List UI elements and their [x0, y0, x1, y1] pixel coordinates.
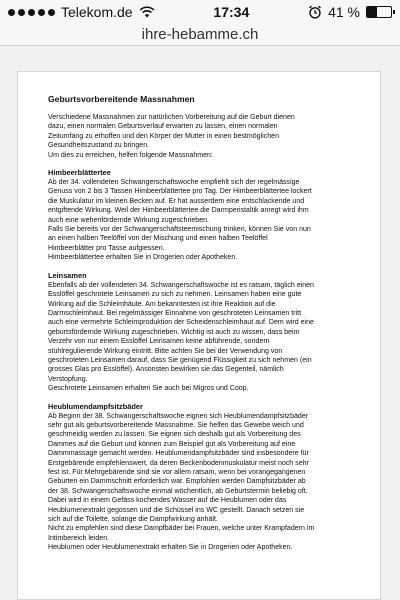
text-line: geburtsfördernde Wirkung zugeschrieben. Wichtig ist auch zu wissen, dass beim — [48, 328, 300, 336]
section-paragraph — [48, 281, 366, 394]
text-line: sich auf die Toilette, solange die Dampfwirkung anhält. — [48, 516, 218, 524]
text-line: Geburten ein Dammschnitt erforderlich war. Empfohlen werden Dampfsitzbäder ab — [48, 478, 306, 486]
text-line: Dammes auf die Geburt und können zum Beispiel gut als Vorbereitung auf eine — [48, 440, 296, 448]
text-line: entgiftende Wirkung. Weil der Himbeerblättertee die Darmperistaltik anregt wird ihm — [48, 207, 309, 215]
text-line: Geschrotete Leinsamen erhalten Sie auch bei Migros und Coop. — [48, 385, 249, 393]
alarm-clock-icon — [308, 5, 322, 19]
text-line: Heublumen oder Heublumenextrakt erhalten Sie in Drogerien oder Apotheken. — [48, 544, 293, 552]
battery-icon — [366, 6, 392, 18]
text-line: an einen halben Teelöffel von der Mischung und einen halben Teelöffel — [48, 235, 268, 243]
text-line: auch eine vermehrte Schleimproduktion der Scheidenschleimhaut auf. Dem wird eine — [48, 319, 314, 327]
text-line: Verzehr von nur einem Esslöffel Leinsamen keine abführende, sondern — [48, 338, 270, 346]
carrier-name: Telekom.de — [61, 4, 133, 20]
document-section — [48, 402, 366, 553]
document-section — [48, 271, 366, 394]
text-line: fest ist. Für Mehrgebärende sind sie vor allem ratsam, wenn bei vorangegangenen — [48, 469, 306, 476]
signal-dot — [18, 9, 25, 16]
text-line: Genuss von 2 bis 3 Tassen Himbeerblättertee pro Tag. Der Himbeerblättertee lockert — [48, 188, 312, 196]
text-line: Ab Beginn der 38. Schwangerschaftswoche eignen sich Heublumendampfsitzbäder — [48, 412, 309, 420]
text-line: dazu, einen normalen Geburtsverlauf erwarten zu lassen, einen normalen — [48, 123, 278, 131]
text-line: Falls Sie bereits vor der Schwangerschaftsteemischung trinken, können Sie von nun — [48, 226, 311, 234]
signal-dot — [48, 9, 55, 16]
text-line: Heublumenextrakt gegossen und die Schüssel ins WC gestellt. Danach setzen sie — [48, 506, 305, 514]
section-heading: Heublumendampfsitzbäder — [48, 401, 143, 411]
signal-strength-icon — [8, 9, 55, 16]
section-paragraph — [48, 412, 366, 553]
section-heading: Himbeerblättertee — [48, 168, 111, 178]
status-bar — [0, 0, 400, 24]
text-line: Dabei wird in einem Gefäss kochendes Wasser auf die Heublumen oder das — [48, 497, 287, 505]
text-line: Himbeerblättertee erhalten Sie in Drogerien oder Apotheken. — [48, 254, 238, 262]
wifi-icon — [139, 6, 155, 18]
text-line: Dammmassage gemacht werden. Heublumendampfsitzbäder sind insbesondere für — [48, 450, 309, 458]
text-line: Nicht zu empfehlen sind diese Dampfbäder bei Frauen, welche unter Krampfadern im — [48, 525, 315, 533]
document-sections — [48, 168, 366, 553]
text-line: sehr gut als geburtsvorbereitende Massnahme. Sie helfen das Gewebe weich und — [48, 421, 304, 429]
text-line: stuhlregulierende Wirkung eintritt. Bitte achten Sie bei der Verwendung von — [48, 347, 283, 355]
document-section — [48, 168, 366, 263]
battery-percent: 41 % — [328, 4, 360, 20]
text-line: der 38. Schwangerschaftswoche einmal wöchentlich, ab Geburtstermin beliebig oft. — [48, 487, 308, 495]
intro-paragraph — [48, 113, 366, 160]
text-line: Erstgebärende empfehlenswert, da deren Beckenbodenmuskulatur meist noch sehr — [48, 459, 309, 467]
text-line: Wirkung auf die Schleimhäute. Am bekanntesten ist ihre Reaktion auf die — [48, 300, 276, 308]
status-right — [308, 4, 392, 20]
text-line: Zeitumfang zu erhoffen und den Körper der Mutter in einen bestmöglichen — [48, 132, 279, 140]
battery-fill — [367, 7, 377, 17]
clock-time: 17:34 — [213, 4, 250, 20]
text-line: Ebenfalls ab der vollendeten 34. Schwangerschaftswoche ist es ratsam, täglich einen — [48, 281, 314, 289]
text-line: Verschiedene Massnahmen zur natürlichen Vorbereitung auf die Geburt dienen — [48, 114, 295, 121]
document-page — [17, 71, 381, 600]
text-line: Intimbereich leiden. — [48, 534, 110, 542]
address-bar[interactable] — [0, 24, 400, 46]
text-line: geschmeidig werden zu lassen. Sie eignen sich deshalb gut als Vorbereitung des — [48, 431, 301, 439]
text-line: Himbeerblätter pro Tasse aufgiessen. — [48, 244, 165, 252]
document-title: Geburtsvorbereitende Massnahmen — [48, 94, 195, 104]
text-line: die Muskulatur im kleinen Becken auf. Er hat ausserdem eine entschlackende und — [48, 197, 305, 205]
text-line: Gesundheitszustand zu bringen. — [48, 142, 150, 150]
web-page[interactable] — [0, 46, 400, 600]
text-line: Verstopfung. — [48, 375, 88, 383]
text-line: Esslöffel geschrotete Leinsamen zu sich zu nehmen. Leinsamen haben eine gute — [48, 291, 302, 299]
signal-dot — [38, 9, 45, 16]
text-line: auch eine wehenfördernde Wirkung zugeschrieben. — [48, 216, 210, 224]
text-line: geschroteten Leinsamen darauf, dass Sie genügend Flüssigkeit zu sich nehmen (ein — [48, 356, 312, 364]
text-line: Ab der 34. vollendeten Schwangerschaftswoche empfiehlt sich der regelmässige — [48, 179, 300, 187]
signal-dot — [28, 9, 35, 16]
text-line: Darmschleimhaut. Bei regelmässiger Einnahme von geschroteten Leinsamen tritt — [48, 309, 302, 317]
section-heading: Leinsamen — [48, 270, 87, 280]
status-left — [8, 4, 155, 20]
section-paragraph — [48, 178, 366, 263]
text-line: Um dies zu erreichen, helfen folgende Massnahmen: — [48, 151, 213, 159]
text-line: grosses Glas pro Esslöffel). Ansonsten bewirken sie das Gegenteil, nämlich — [48, 366, 284, 374]
url-text: ihre-hebamme.ch — [141, 26, 259, 43]
signal-dot — [8, 9, 15, 16]
